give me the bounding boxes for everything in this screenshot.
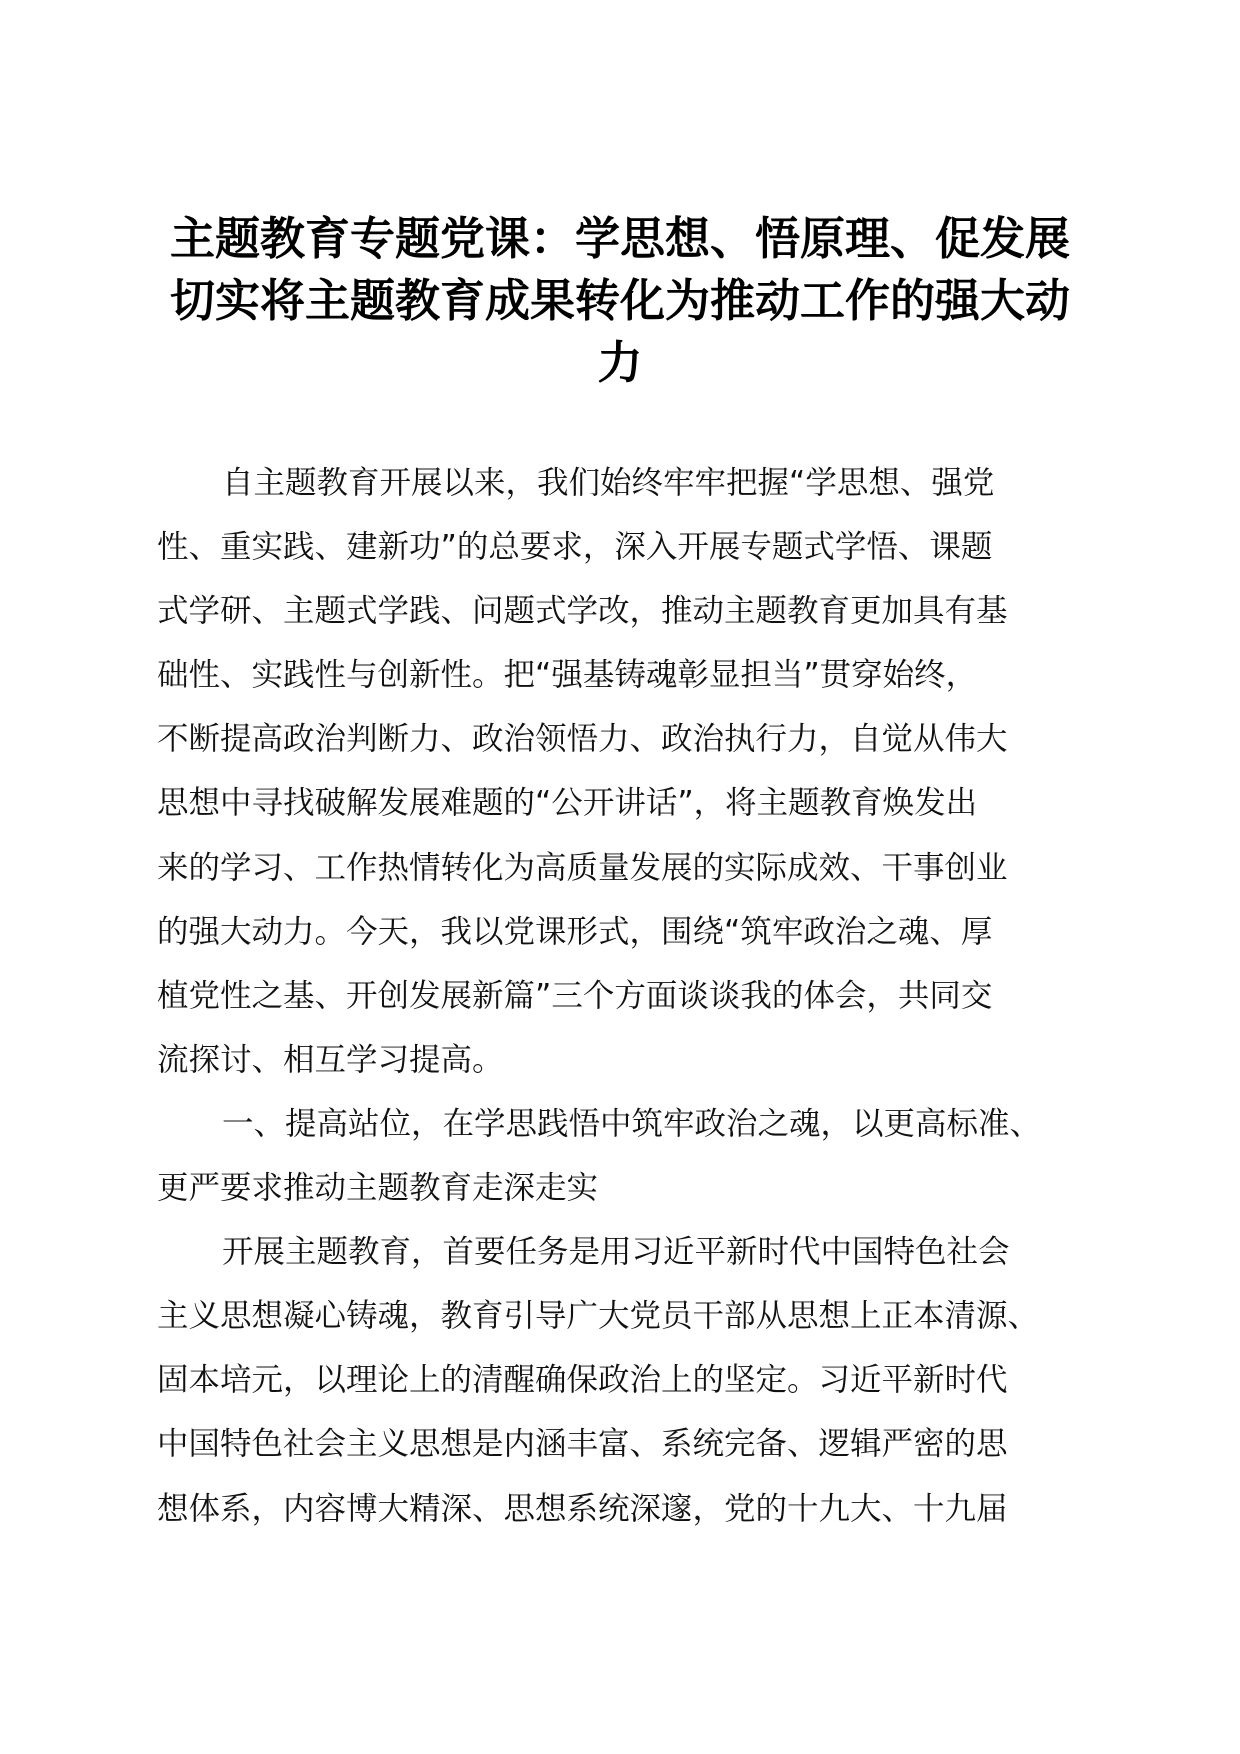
body-line: 中国特色社会主义思想是内涵丰富、系统完备、逻辑严密的思 <box>157 1426 1008 1463</box>
body-line: 主义思想凝心铸魂，教育引导广大党员干部从思想上正本清源、 <box>157 1298 1040 1335</box>
title-line-3: 力 <box>597 336 643 389</box>
paragraph-intro <box>157 451 1072 1092</box>
section-heading-1 <box>157 1092 1072 1220</box>
body-line: 思想中寻找破解发展难题的“公开讲话”，将主题教育焕发出 <box>157 785 978 822</box>
body-line: 础性、实践性与创新性。把“强基铸魂彰显担当”贯穿始终， <box>157 657 978 694</box>
body-line: 式学研、主题式学践、问题式学改，推动主题教育更加具有基 <box>157 593 1008 630</box>
title-line-1: 主题教育专题党课：学思想、悟原理、促发展 <box>169 212 1070 265</box>
body-line: 更严要求推动主题教育走深走实 <box>157 1170 599 1207</box>
document-title <box>150 208 1090 394</box>
body-line: 开展主题教育，首要任务是用习近平新时代中国特色社会 <box>222 1234 1010 1271</box>
title-line-2: 切实将主题教育成果转化为推动工作的强大动 <box>169 274 1070 327</box>
body-line: 流探讨、相互学习提高。 <box>157 1041 504 1078</box>
body-line: 植党性之基、开创发展新篇”三个方面谈谈我的体会，共同交 <box>157 977 993 1014</box>
body-line: 性、重实践、建新功”的总要求，深入开展专题式学悟、课题 <box>157 529 993 566</box>
body-line: 来的学习、工作热情转化为高质量发展的实际成效、干事创业 <box>157 849 1008 886</box>
body-line: 自主题教育开展以来，我们始终牢牢把握“学思想、强党 <box>222 465 995 501</box>
paragraph-section-1 <box>157 1220 1072 1540</box>
body-line: 固本培元，以理论上的清醒确保政治上的坚定。习近平新时代 <box>157 1362 1008 1399</box>
body-line: 想体系，内容博大精深、思想系统深邃，党的十九大、十九届 <box>157 1490 1008 1527</box>
document-body <box>157 451 1072 1541</box>
body-line: 一、提高站位，在学思践悟中筑牢政治之魂，以更高标准、 <box>222 1105 1042 1142</box>
body-line: 不断提高政治判断力、政治领悟力、政治执行力，自觉从伟大 <box>157 721 1008 758</box>
body-line: 的强大动力。今天，我以党课形式，围绕“筑牢政治之魂、厚 <box>157 913 993 950</box>
